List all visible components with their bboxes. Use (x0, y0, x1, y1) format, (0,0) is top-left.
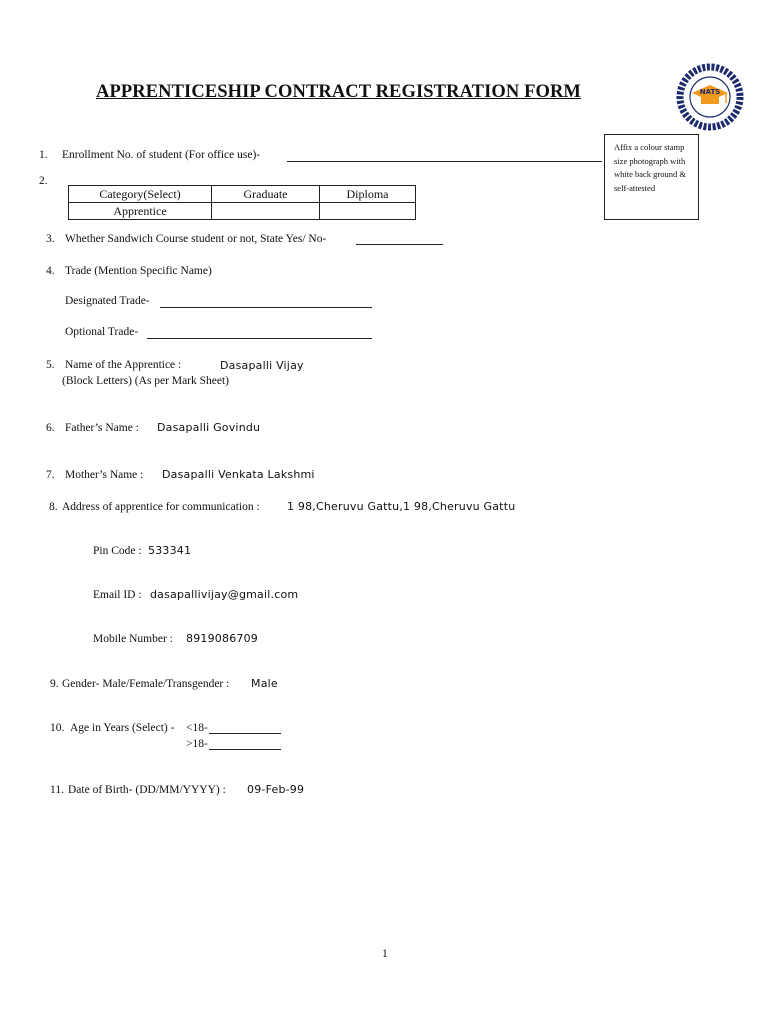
item-10-number: 10. (50, 722, 65, 734)
table-header: Category(Select) (69, 186, 212, 203)
trade-label: Trade (Mention Specific Name) (65, 265, 212, 277)
item-8-number: 8. (49, 501, 58, 513)
page-title: APPRENTICESHIP CONTRACT REGISTRATION FORM (96, 82, 581, 102)
table-header-row (69, 186, 416, 203)
address-label: Address of apprentice for communication : (62, 501, 260, 513)
item-11-number: 11. (50, 784, 64, 796)
table-cell: Apprentice (69, 203, 212, 220)
apprentice-name-note: (Block Letters) (As per Mark Sheet) (62, 375, 230, 387)
item-2-number: 2. (39, 175, 48, 187)
apprentice-name-value: Dasapalli Vijay (220, 359, 304, 372)
table-row (69, 203, 416, 220)
age-under-18-label: <18- (186, 722, 208, 734)
pin-code-label: Pin Code : (93, 545, 142, 557)
graduate-checkbox-cell[interactable] (212, 203, 320, 220)
optional-trade-field[interactable] (147, 327, 372, 339)
enrollment-label: Enrollment No. of student (For office use)- (62, 149, 261, 161)
logo-text: NATS (699, 88, 721, 96)
item-6-number: 6. (46, 422, 55, 434)
father-name-label: Father’s Name : (65, 422, 139, 434)
designated-trade-field[interactable] (160, 296, 372, 308)
sandwich-course-field[interactable] (356, 233, 443, 245)
age-over-18-label: >18- (186, 738, 208, 750)
item-4-number: 4. (46, 265, 55, 277)
item-9-number: 9. (50, 678, 59, 690)
address-value: 1 98,Cheruvu Gattu,1 98,Cheruvu Gattu (287, 500, 516, 513)
item-5-number: 5. (46, 359, 55, 371)
mobile-label: Mobile Number : (93, 633, 173, 645)
apprentice-name-label: Name of the Apprentice : (65, 359, 182, 371)
sandwich-course-label: Whether Sandwich Course student or not, State Yes/ No- (65, 233, 327, 245)
item-3-number: 3. (46, 233, 55, 245)
dob-value: 09-Feb-99 (247, 783, 305, 796)
father-name-value: Dasapalli Govindu (157, 421, 261, 434)
age-under-18-field[interactable] (209, 722, 281, 734)
gender-value: Male (251, 677, 278, 690)
designated-trade-label: Designated Trade- (65, 295, 150, 307)
gender-label: Gender- Male/Female/Transgender : (62, 678, 230, 690)
category-table (68, 185, 416, 220)
mobile-value: 8919086709 (186, 632, 258, 645)
table-header: Graduate (212, 186, 320, 203)
mother-name-label: Mother’s Name : (65, 469, 144, 481)
item-1-number: 1. (39, 149, 48, 161)
email-label: Email ID : (93, 589, 142, 601)
optional-trade-label: Optional Trade- (65, 326, 139, 338)
age-label: Age in Years (Select) - (70, 722, 175, 734)
diploma-checkbox-cell[interactable] (320, 203, 416, 220)
photo-placeholder-box: Affix a colour stamp size photograph with white back ground & self-attested (604, 134, 699, 220)
table-header: Diploma (320, 186, 416, 203)
mother-name-value: Dasapalli Venkata Lakshmi (162, 468, 315, 481)
age-over-18-field[interactable] (209, 738, 281, 750)
dob-label: Date of Birth- (DD/MM/YYYY) : (68, 784, 226, 796)
email-value: dasapallivijay@gmail.com (150, 588, 299, 601)
item-7-number: 7. (46, 469, 55, 481)
pin-code-value: 533341 (148, 544, 192, 557)
enrollment-field[interactable] (287, 150, 602, 162)
nats-logo-icon (676, 63, 744, 131)
page-number: 1 (382, 948, 388, 960)
